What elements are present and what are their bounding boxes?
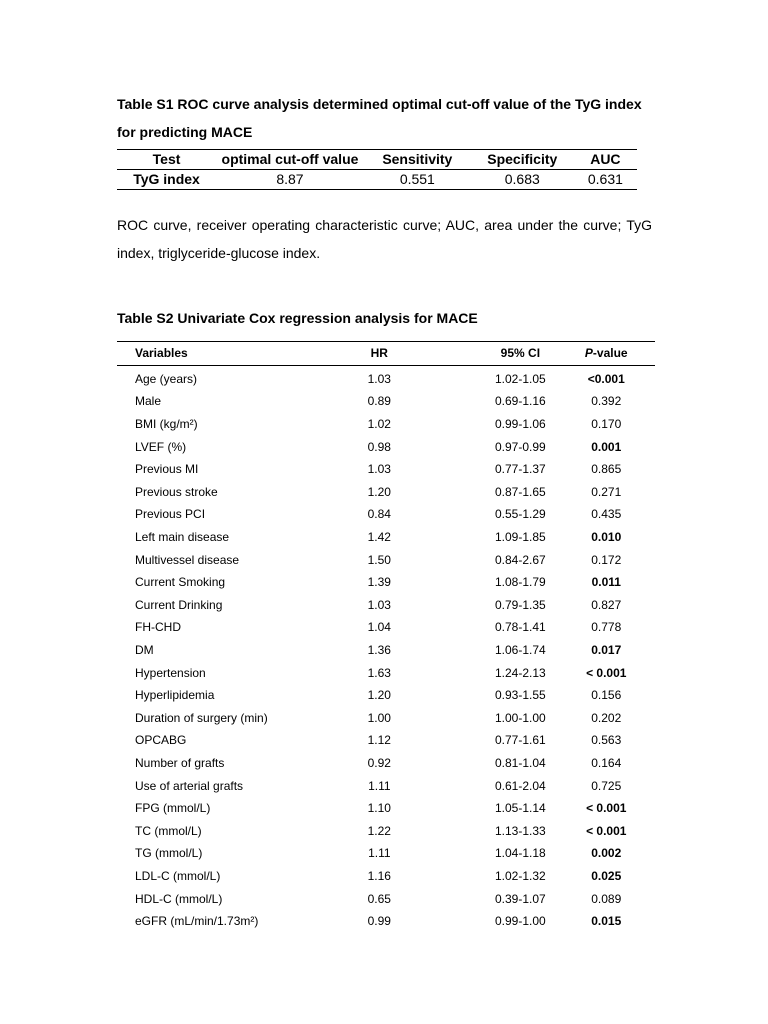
table-row [117, 365, 655, 390]
table-s2-cell-hr: 1.16 [367, 868, 391, 883]
table-s2-cell-p: 0.002 [591, 846, 622, 861]
table-s2-cell-hr: 1.12 [367, 733, 391, 748]
table-s2-cell-ci: 0.87-1.65 [494, 484, 546, 499]
table-row [117, 707, 655, 730]
table-s2-header-p-rest: -value [592, 346, 628, 361]
table-s1-cell-auc: 0.631 [574, 170, 637, 190]
table-s2-cell-ci: 1.02-1.32 [494, 868, 546, 883]
table-row [117, 481, 655, 504]
table-s2-cell-p: 0.089 [591, 891, 622, 906]
table-row [117, 842, 655, 865]
table-s2-cell-p: 0.001 [591, 439, 622, 454]
table-row [117, 661, 655, 684]
table-row [117, 752, 655, 775]
table-s2-cell-p: 0.202 [591, 710, 622, 725]
table-s2-cell-p: < 0.001 [586, 665, 627, 680]
table-s2-cell-p: 0.156 [591, 688, 622, 703]
table-s2-cell-variable: Multivessel disease [135, 552, 240, 567]
table-s2-cell-ci: 1.24-2.13 [494, 665, 546, 680]
table-s2-cell-variable: Age (years) [135, 371, 198, 386]
table-s2-cell-variable: TC (mmol/L) [135, 823, 202, 838]
table-s2-header-row [117, 342, 655, 366]
table-row [117, 594, 655, 617]
table-s2-cell-variable: Hypertension [135, 665, 206, 680]
table-s2-cell-variable: Previous MI [135, 462, 199, 477]
table-s2-cell-variable: FH-CHD [135, 620, 181, 635]
table-s1-cell-cutoff: 8.87 [216, 170, 364, 190]
table-s1-header-auc: AUC [574, 150, 637, 170]
table-s2-cell-variable: Previous PCI [135, 507, 206, 522]
table-s2-cell-ci: 1.06-1.74 [494, 643, 546, 658]
table-s2-cell-hr: 1.10 [367, 801, 391, 816]
table-s2-cell-p: <0.001 [587, 371, 625, 386]
table-s2-cell-variable: DM [135, 643, 154, 658]
table-s2-cell-p: 0.392 [591, 394, 622, 409]
table-s2-cell-hr: 1.00 [367, 710, 391, 725]
table-s2-cell-hr: 0.92 [367, 755, 391, 770]
table-s2-header-variables: Variables [135, 346, 188, 361]
table-s2-cell-p: 0.025 [591, 868, 622, 883]
table-s2-cell-hr: 1.42 [367, 530, 391, 545]
table-row [117, 571, 655, 594]
table-s2-cell-variable: LDL-C (mmol/L) [135, 868, 221, 883]
table-row [117, 526, 655, 549]
table-s2-cell-ci: 1.02-1.05 [494, 371, 546, 386]
table-s2-caption: Table S2 Univariate Cox regression analysis for MACE [117, 310, 478, 326]
table-s2-cell-p: < 0.001 [586, 823, 627, 838]
table-s1-footnote: ROC curve, receiver operating characteristic curve; AUC, area under the curve; TyG index, triglyceride-glucose index. [117, 217, 652, 261]
table-s2-cell-hr: 0.99 [367, 914, 391, 929]
table-row [117, 729, 655, 752]
table-row [117, 170, 637, 190]
table-row [117, 684, 655, 707]
table-s1-cell-test: TyG index [117, 170, 216, 190]
table-s2-cell-variable: BMI (kg/m²) [135, 417, 198, 432]
table-s2-cell-variable: Previous stroke [135, 484, 218, 499]
table-s2-cell-ci: 0.84-2.67 [494, 552, 546, 567]
table-s2-cell-p: 0.725 [591, 778, 622, 793]
table-row [117, 390, 655, 413]
table-s2-cell-variable: Number of grafts [135, 755, 225, 770]
table-s2-cell-hr: 0.98 [367, 439, 391, 454]
table-row [117, 887, 655, 910]
table-s2-cell-ci: 0.81-1.04 [494, 755, 546, 770]
table-s2-cell-p: 0.563 [591, 733, 622, 748]
table-s2-cell-hr: 1.20 [367, 688, 391, 703]
table-s2-cell-ci: 1.09-1.85 [494, 530, 546, 545]
table-s2-cell-variable: LVEF (%) [135, 439, 187, 454]
table-s2-cell-hr: 1.03 [367, 462, 391, 477]
table-s2 [117, 341, 655, 932]
table-s2-cell-ci: 0.93-1.55 [494, 688, 546, 703]
table-s2-cell-hr: 1.02 [367, 417, 391, 432]
table-s2-cell-hr: 1.11 [368, 846, 391, 861]
table-s2-cell-hr: 0.65 [367, 891, 391, 906]
table-s2-cell-p: 0.865 [591, 462, 622, 477]
table-s2-cell-variable: Use of arterial grafts [135, 778, 244, 793]
table-s2-cell-ci: 0.97-0.99 [494, 439, 546, 454]
table-s2-cell-hr: 1.03 [367, 597, 391, 612]
table-s2-cell-p: 0.778 [591, 620, 622, 635]
table-row [117, 797, 655, 820]
table-s2-cell-variable: Hyperlipidemia [135, 688, 215, 703]
table-row [117, 774, 655, 797]
table-s2-cell-p: 0.011 [591, 575, 621, 590]
table-s2-cell-variable: eGFR (mL/min/1.73m²) [135, 914, 259, 929]
table-s1-header-specificity: Specificity [471, 150, 574, 170]
table-s2-cell-ci: 0.79-1.35 [494, 597, 546, 612]
table-s2-cell-p: 0.435 [591, 507, 622, 522]
table-s2-cell-variable: Male [135, 394, 162, 409]
table-s2-cell-ci: 0.78-1.41 [494, 620, 546, 635]
table-s2-cell-variable: FPG (mmol/L) [135, 801, 211, 816]
table-s2-cell-ci: 1.05-1.14 [494, 801, 546, 816]
table-s2-cell-variable: HDL-C (mmol/L) [135, 891, 223, 906]
table-row [117, 435, 655, 458]
table-s2-cell-ci: 0.77-1.61 [494, 733, 546, 748]
table-s1-caption: Table S1 ROC curve analysis determined optimal cut-off value of the TyG index for predicting MACE [117, 96, 642, 140]
table-s2-cell-p: < 0.001 [586, 801, 627, 816]
table-s2-cell-ci: 1.00-1.00 [494, 710, 546, 725]
table-row [117, 865, 655, 888]
table-row [117, 548, 655, 571]
table-s2-cell-hr: 1.39 [367, 575, 391, 590]
table-s2-header-ci: 95% CI [500, 346, 541, 361]
table-s2-cell-p: 0.271 [591, 484, 622, 499]
table-s1 [117, 149, 637, 190]
table-s2-cell-ci: 1.13-1.33 [494, 823, 546, 838]
table-s2-cell-hr: 1.63 [367, 665, 391, 680]
table-s2-cell-p: 0.015 [591, 914, 622, 929]
table-s2-cell-p: 0.170 [591, 417, 622, 432]
table-s2-cell-ci: 0.39-1.07 [494, 891, 546, 906]
table-s2-cell-p: 0.017 [591, 643, 622, 658]
table-s2-header-hr: HR [370, 346, 388, 361]
table-s2-cell-hr: 1.20 [367, 484, 391, 499]
table-s2-cell-p: 0.172 [591, 552, 622, 567]
table-s2-cell-ci: 1.08-1.79 [494, 575, 546, 590]
table-s2-header-p [558, 342, 656, 366]
table-s2-cell-hr: 1.50 [367, 552, 391, 567]
table-row [117, 413, 655, 436]
table-s2-cell-hr: 0.89 [367, 394, 391, 409]
table-s2-cell-hr: 1.03 [367, 371, 391, 386]
table-row [117, 910, 655, 933]
table-s2-cell-ci: 1.04-1.18 [494, 846, 546, 861]
table-row [117, 819, 655, 842]
table-row [117, 616, 655, 639]
table-s2-cell-variable: Current Smoking [135, 575, 226, 590]
table-s1-header-row [117, 150, 637, 170]
table-s2-cell-variable: TG (mmol/L) [135, 846, 203, 861]
table-s2-cell-p: 0.164 [591, 755, 622, 770]
table-s2-cell-variable: Left main disease [135, 530, 230, 545]
table-s2-cell-ci: 0.61-2.04 [494, 778, 546, 793]
table-s1-cell-sensitivity: 0.551 [364, 170, 471, 190]
table-s2-cell-hr: 1.22 [367, 823, 391, 838]
table-s1-cell-specificity: 0.683 [471, 170, 574, 190]
table-s2-cell-hr: 1.04 [367, 620, 391, 635]
table-s2-cell-ci: 0.55-1.29 [494, 507, 546, 522]
table-s1-header-sensitivity: Sensitivity [364, 150, 471, 170]
table-row [117, 458, 655, 481]
table-s1-header-cutoff: optimal cut-off value [216, 150, 364, 170]
table-s2-cell-p: 0.010 [591, 530, 622, 545]
table-s2-cell-hr: 0.84 [367, 507, 391, 522]
table-s1-header-test: Test [117, 150, 216, 170]
table-s2-cell-variable: Duration of surgery (min) [135, 710, 268, 725]
table-s2-cell-ci: 0.99-1.00 [494, 914, 546, 929]
table-s2-body [117, 365, 655, 932]
table-s2-cell-hr: 1.36 [367, 643, 391, 658]
table-s2-cell-ci: 0.77-1.37 [494, 462, 546, 477]
table-row [117, 639, 655, 662]
table-s2-cell-ci: 0.99-1.06 [494, 417, 546, 432]
table-s2-cell-p: 0.827 [591, 597, 622, 612]
table-row [117, 503, 655, 526]
table-s2-cell-variable: OPCABG [135, 733, 187, 748]
table-s2-cell-hr: 1.11 [368, 778, 391, 793]
table-s2-cell-ci: 0.69-1.16 [494, 394, 546, 409]
table-s2-header-p-italic: P [584, 346, 593, 361]
table-s2-cell-variable: Current Drinking [135, 597, 223, 612]
